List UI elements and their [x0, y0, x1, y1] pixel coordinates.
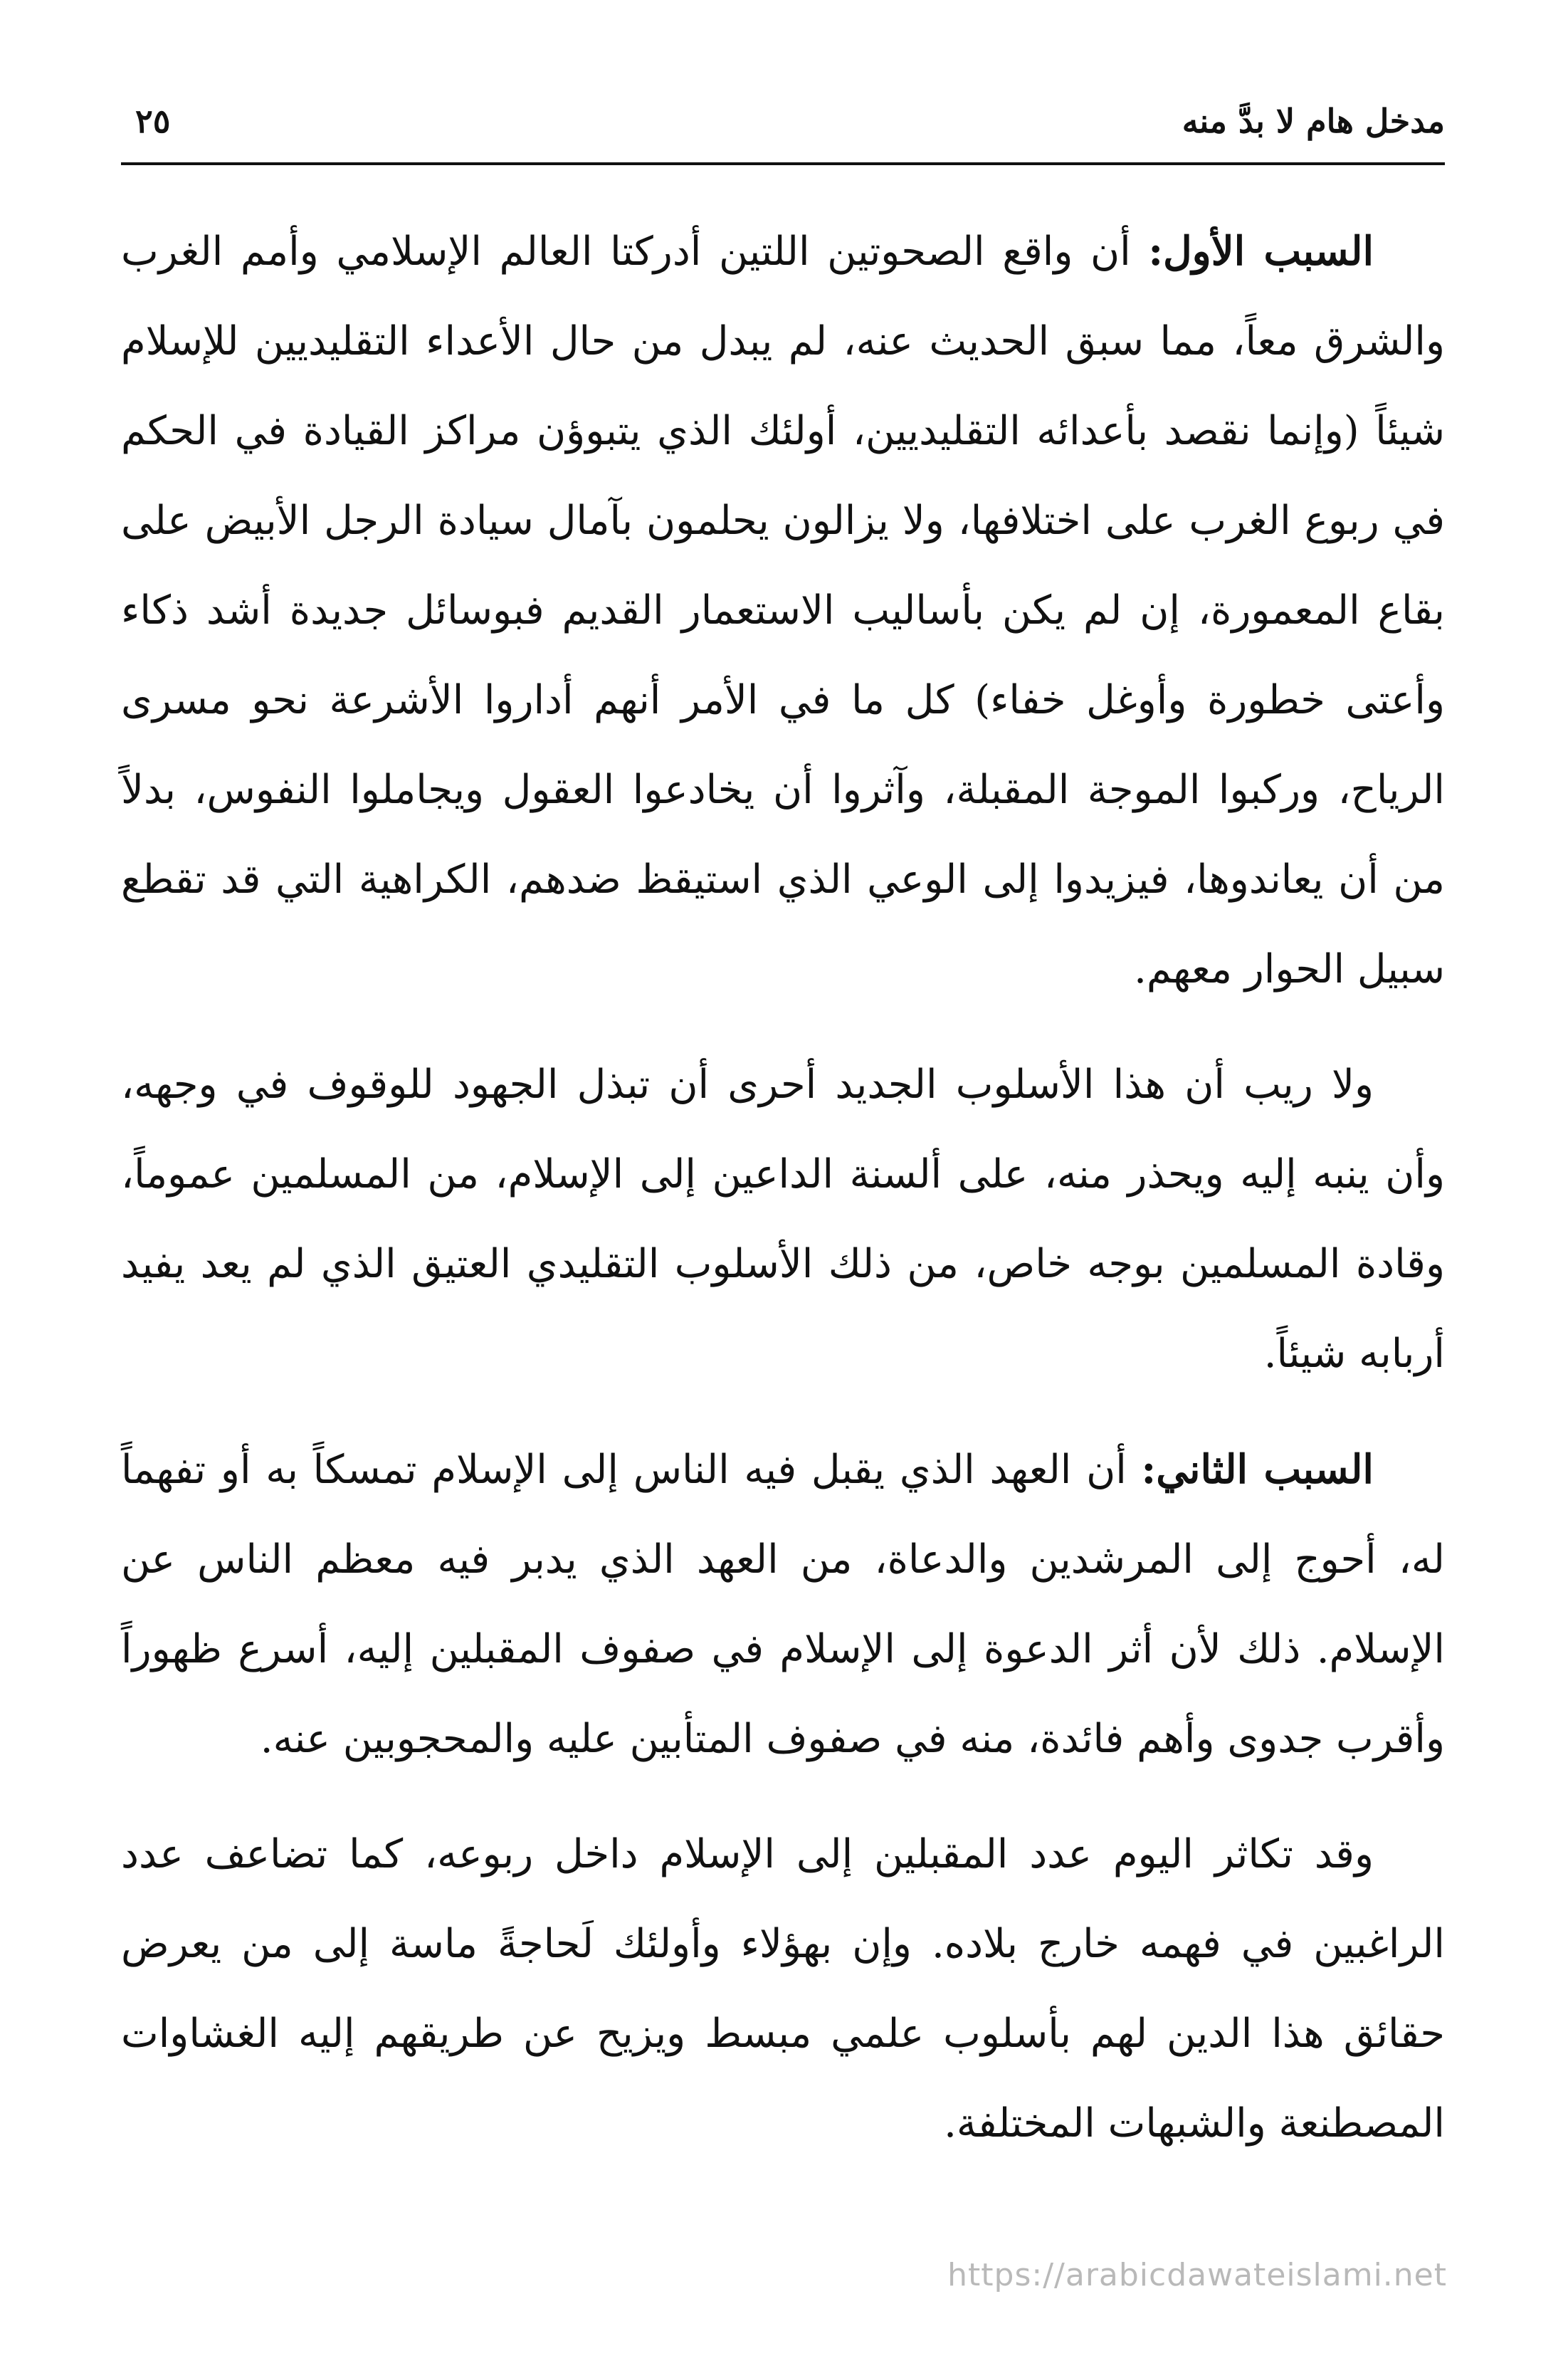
paragraph-text: أن واقع الصحوتين اللتين أدركتا العالم الإسلامي وأمم الغرب والشرق معاً، مما سبق الحديث عنه، لم يبدل من حال الأعداء التقليديين للإسلام شيئاً (وإنما نقصد بأعدائه التقليديين، أولئك الذي يتبوؤن مراكز القيادة في الحكم في ربوع الغرب على اختلافها، ولا يزالون يحلمون بآمال سيادة الرجل الأبيض على بقاع المعمورة، إن لم يكن بأساليب الاستعمار القديم فبوسائل جديدة أشد ذكاء وأعتى خطورة وأوغل خفاء) كل ما في الأمر أنهم أداروا الأشرعة نحو مسرى الرياح، وركبوا الموجة المقبلة، وآثروا أن يخادعوا العقول ويجاملوا النفوس، بدلاً من أن يعاندوها، فيزيدوا إلى الوعي الذي استيقظ ضدهم، الكراهية التي قد تقطع سبيل الحوار معهم. — [121, 229, 1445, 992]
header-divider — [121, 162, 1445, 165]
page-header — [121, 93, 1445, 157]
paragraph-lead: السبب الأول: — [1148, 228, 1374, 275]
watermark-url: https://arabicdawateislami.net — [947, 2257, 1447, 2293]
paragraph-first-reason — [121, 206, 1445, 1015]
paragraph-text: وقد تكاثر اليوم عدد المقبلين إلى الإسلام داخل ربوعه، كما تضاعف عدد الراغبين في فهمه خارج بلاده. وإن بهؤلاء وأولئك لَحاجةً ماسة إلى من يعرض حقائق هذا الدين لهم بأسلوب علمي مبسط ويزيح عن طريقهم إليه الغشاوات المصطنعة والشبهات المختلفة. — [121, 1831, 1445, 2147]
running-title: مدخل هام لا بدَّ منه — [1182, 102, 1445, 140]
paragraph-growing-numbers — [121, 1810, 1445, 2169]
paragraph-lead: السبب الثاني: — [1141, 1446, 1374, 1493]
paragraph-text: أن العهد الذي يقبل فيه الناس إلى الإسلام تمسكاً به أو تفهماً له، أحوج إلى المرشدين والدعاة، من العهد الذي يدبر فيه معظم الناس عن الإسلام. ذلك لأن أثر الدعوة إلى الإسلام في صفوف المقبلين إليه، أسرع ظهوراً وأقرب جدوى وأهم فائدة، منه في صفوف المتأبين عليه والمحجوبين عنه. — [121, 1447, 1445, 1762]
body-text — [121, 206, 1445, 2169]
paragraph-text: ولا ريب أن هذا الأسلوب الجديد أحرى أن تبذل الجهود للوقوف في وجهه، وأن ينبه إليه ويحذر منه، على ألسنة الداعين إلى الإسلام، من المسلمين عموماً، وقادة المسلمين بوجه خاص، من ذلك الأسلوب التقليدي العتيق الذي لم يعد يفيد أربابه شيئاً. — [121, 1062, 1445, 1377]
paragraph-second-reason — [121, 1425, 1445, 1784]
page-number: ٢٥ — [135, 102, 171, 140]
paragraph-new-method — [121, 1040, 1445, 1399]
